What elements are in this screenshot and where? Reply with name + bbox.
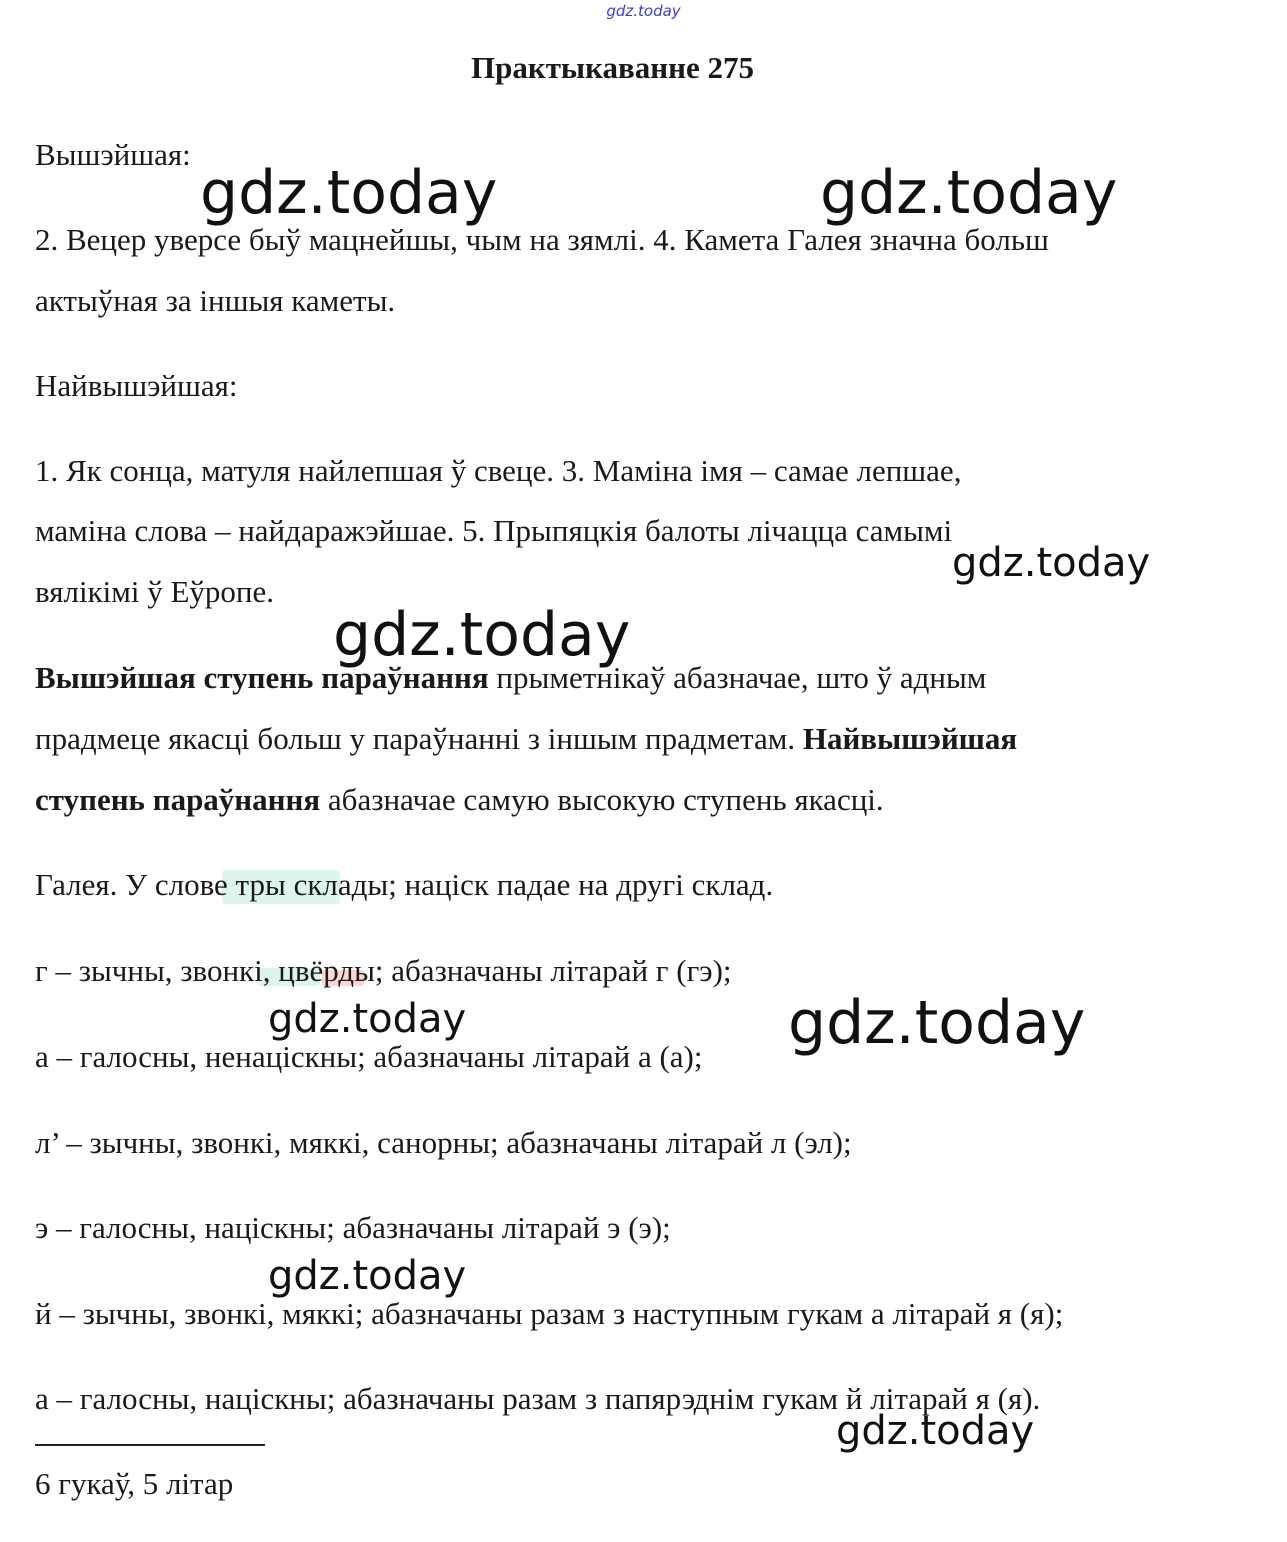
page-title: Практыкаванне 275 — [470, 50, 754, 85]
text-line: маміна слова – найдаражэйшае. 5. Прыпяцкія балоты лічацца самымі — [35, 513, 953, 548]
watermark: gdz.today — [333, 600, 631, 670]
phonetic-line: й – зычны, звонкі, мяккі; абазначаны разам з наступным гукам а літарай я (я); — [35, 1296, 1064, 1331]
definition-text: прыметнікаў абазначае, што ў адным — [488, 660, 987, 695]
definition-text: прадмеце якасці больш у параўнанні з іншым прадметам. — [35, 721, 803, 756]
text-line: Галея. У слове тры склады; націск падае на другі склад. — [35, 867, 774, 902]
term-bold: Вышэйшая ступень параўнання — [35, 660, 489, 695]
watermark: gdz.today — [820, 158, 1118, 228]
phonetic-line: л’ – зычны, звонкі, мяккі, санорны; абазначаны літарай л (эл); — [35, 1125, 852, 1160]
footnote: 6 гукаў, 5 літар — [35, 1466, 234, 1501]
term-bold: ступень параўнання — [35, 782, 321, 817]
definition-line — [35, 721, 1017, 757]
watermark: gdz.today — [200, 158, 498, 228]
definition-text: абазначае самую высокую ступень якасці. — [320, 782, 884, 817]
phonetic-line: а – галосны, націскны; абазначаны разам з папярэднім гукам й літарай я (я). — [35, 1381, 1041, 1416]
watermark: gdz.today — [836, 1408, 1035, 1454]
definition-line — [35, 782, 884, 818]
text-line: 1. Як сонца, матуля найлепшая ў свеце. 3. Маміна імя – самае лепшае, — [35, 453, 962, 488]
phonetic-line: а – галосны, ненаціскны; абазначаны літарай а (а); — [35, 1039, 703, 1074]
term-bold: Найвышэйшая — [802, 721, 1018, 756]
text-line: 2. Вецер уверсе быў мацнейшы, чым на зямлі. 4. Камета Галея значна больш — [35, 222, 1049, 257]
text-line: актыўная за іншыя каметы. — [35, 283, 396, 318]
site-link[interactable]: gdz.today — [606, 2, 681, 20]
watermark: gdz.today — [268, 1253, 467, 1299]
phonetic-line: г – зычны, звонкі, цвёрды; абазначаны літарай г (гэ); — [35, 953, 732, 988]
phonetic-line: э – галосны, націскны; абазначаны літарай э (э); — [35, 1210, 671, 1245]
watermark: gdz.today — [952, 540, 1151, 586]
text-line: Найвышэйшая: — [35, 368, 238, 403]
divider — [35, 1444, 265, 1446]
watermark: gdz.today — [788, 988, 1086, 1058]
watermark: gdz.today — [268, 996, 467, 1042]
text-line: Вышэйшая: — [35, 137, 191, 172]
text-line: вялікімі ў Еўропе. — [35, 574, 275, 609]
